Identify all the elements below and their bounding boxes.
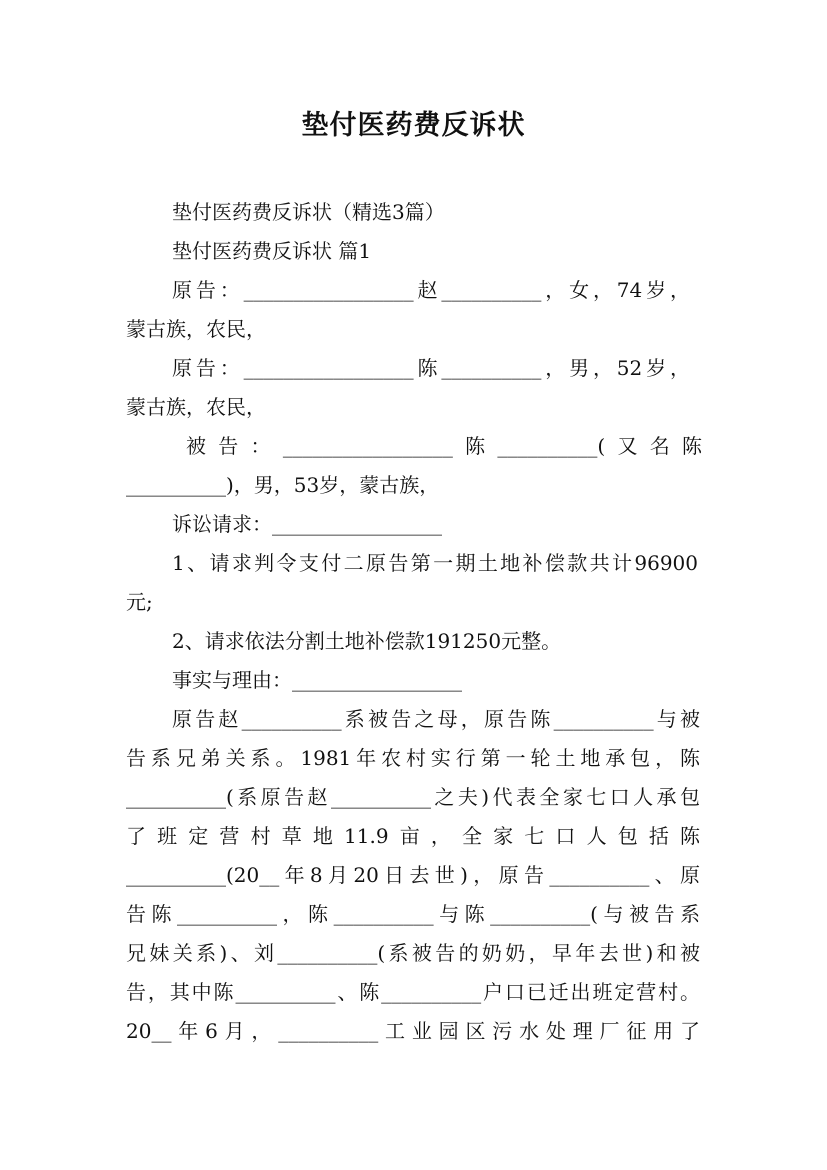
document-line: 诉讼请求：_________________ bbox=[172, 512, 442, 536]
document-line: __________(20__年8月20日去世)，原告__________、原 bbox=[126, 863, 700, 887]
document-line: 事实与理由：_________________ bbox=[172, 668, 462, 692]
document-line: __________)，男，53岁，蒙古族， bbox=[126, 473, 440, 497]
document-line: 原告赵__________系被告之母，原告陈__________与被 bbox=[172, 707, 700, 731]
document-line: __________(系原告赵__________之夫)代表全家七口人承包 bbox=[126, 785, 700, 809]
document-line: 1、请求判令支付二原告第一期土地补偿款共计96900 bbox=[172, 551, 698, 575]
document-title: 垫付医药费反诉状 bbox=[301, 110, 526, 141]
document-line: 原告：_________________赵__________，女，74岁， bbox=[172, 278, 690, 302]
document-line: 垫付医药费反诉状 篇1 bbox=[172, 239, 372, 263]
document-line: 垫付医药费反诉状（精选3篇） bbox=[172, 200, 445, 224]
document-line: 告陈__________，陈__________与陈__________(与被告系 bbox=[126, 902, 700, 926]
document-line: 了班定营村草地11.9亩，全家七口人包括陈 bbox=[126, 824, 700, 848]
document-line: 告系兄弟关系。1981年农村实行第一轮土地承包，陈 bbox=[126, 746, 700, 770]
document-line: 蒙古族，农民， bbox=[126, 395, 266, 419]
document-line: 2、请求依法分割土地补偿款191250元整。 bbox=[172, 629, 562, 653]
document-line: 20__年6月，__________工业园区污水处理厂征用了 bbox=[126, 1019, 700, 1043]
document-line: 蒙古族，农民， bbox=[126, 317, 266, 341]
document-line: 告，其中陈__________、陈__________户口已迁出班定营村。 bbox=[126, 980, 700, 1004]
document-line: 被告：_________________陈__________(又名陈 bbox=[186, 434, 702, 458]
document-line: 原告：_________________陈__________，男，52岁， bbox=[172, 356, 690, 380]
document-line: 兄妹关系)、刘__________(系被告的奶奶，早年去世)和被 bbox=[126, 941, 700, 965]
document-line: 元; bbox=[126, 590, 153, 614]
